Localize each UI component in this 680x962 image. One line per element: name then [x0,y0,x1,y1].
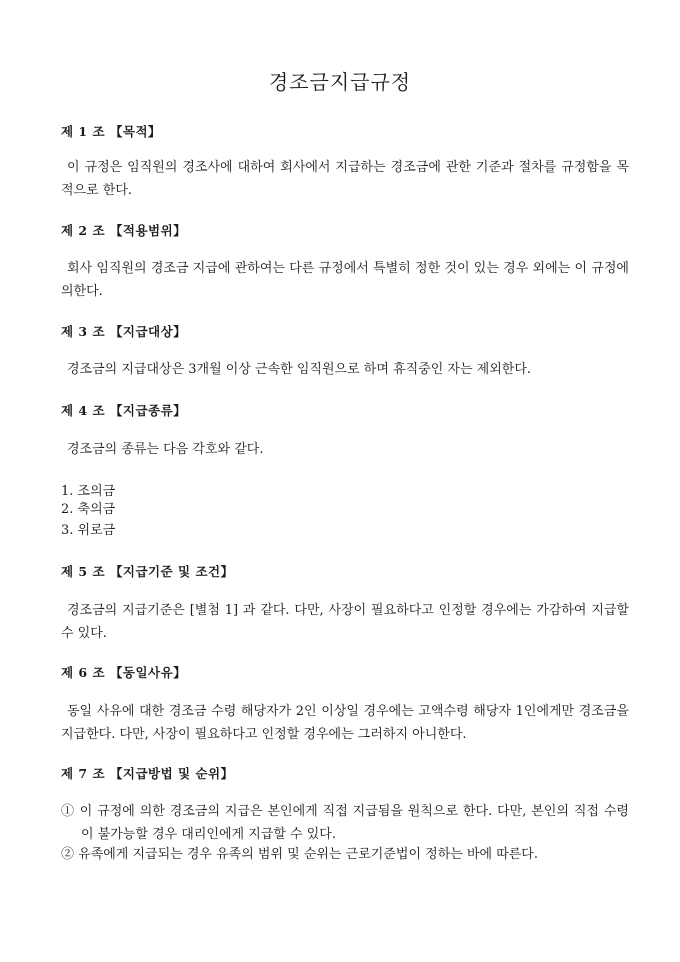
article-7-clause-2: ② 유족에게 지급되는 경우 유족의 범위 및 순위는 근로기준법이 정하는 바에 따른다. [61,847,539,862]
article-1-heading: 제 1 조 【목적】 [61,124,162,139]
list-item: 3. 위로금 [61,523,116,538]
article-6-body: 동일 사유에 대한 경조금 수령 해당자가 2인 이상일 경우에는 고액수령 해당자 1인에게만 경조금을 지급한다. 다만, 사장이 필요하다고 인정할 경우에는 그러하지 아니한다. [61,704,629,742]
list-item: 2. 축의금 [61,502,116,517]
article-5-body: 경조금의 지급기준은 [별첨 1] 과 같다. 다만, 사장이 필요하다고 인정할 경우에는 가감하여 지급할 수 있다. [61,603,629,641]
article-7-clause-1: ① 이 규정에 의한 경조금의 지급은 본인에게 직접 지급됨을 원칙으로 한다. 다만, 본인의 직접 수령이 불가능할 경우 대리인에게 지급할 수 있다. [61,804,629,842]
article-7-heading: 제 7 조 【지급방법 및 순위】 [61,766,234,781]
article-1-body: 이 규정은 임직원의 경조사에 대하여 회사에서 지급하는 경조금에 관한 기준과 절차를 규정함을 목적으로 한다. [61,160,629,198]
document-title: 경조금지급규정 [268,70,412,94]
article-4-heading: 제 4 조 【지급종류】 [61,403,187,418]
list-item: 1. 조의금 [61,484,116,499]
article-3-body: 경조금의 지급대상은 3개월 이상 근속한 임직원으로 하며 휴직중인 자는 제외한다. [67,362,532,377]
article-6-heading: 제 6 조 【동일사유】 [61,665,187,680]
article-2-heading: 제 2 조 【적용범위】 [61,223,187,238]
article-3-heading: 제 3 조 【지급대상】 [61,324,187,339]
article-2-body: 회사 임직원의 경조금 지급에 관하여는 다른 규정에서 특별히 정한 것이 있는 경우 외에는 이 규정에 의한다. [61,261,629,299]
article-5-heading: 제 5 조 【지급기준 및 조건】 [61,564,234,579]
article-4-body: 경조금의 종류는 다음 각호와 같다. [67,442,264,457]
